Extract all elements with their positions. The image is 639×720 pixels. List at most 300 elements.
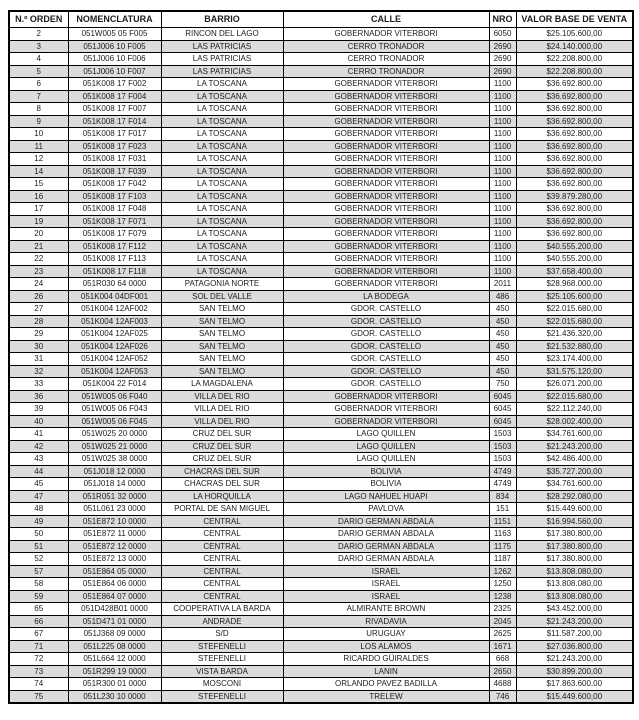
cell-valor: $15.449.600,00 bbox=[516, 503, 633, 516]
cell-orden: 28 bbox=[9, 315, 68, 328]
cell-nomenclatura: 051R299 19 0000 bbox=[68, 665, 161, 678]
cell-nro: 450 bbox=[489, 353, 516, 366]
cell-orden: 41 bbox=[9, 428, 68, 441]
cell-nro: 6045 bbox=[489, 390, 516, 403]
cell-valor: $28.002.400,00 bbox=[516, 415, 633, 428]
cell-orden: 73 bbox=[9, 665, 68, 678]
cell-barrio: SAN TELMO bbox=[161, 328, 283, 341]
cell-nro: 1187 bbox=[489, 553, 516, 566]
cell-nro: 2625 bbox=[489, 628, 516, 641]
table-row bbox=[9, 465, 633, 478]
cell-valor: $31.575.120,00 bbox=[516, 365, 633, 378]
cell-calle: GOBERNADOR VITERBORI bbox=[283, 240, 489, 253]
table-row bbox=[9, 265, 633, 278]
table-row bbox=[9, 415, 633, 428]
table-row bbox=[9, 303, 633, 316]
cell-barrio: CHACRAS DEL SUR bbox=[161, 478, 283, 491]
cell-barrio: COOPERATIVA LA BARDA bbox=[161, 603, 283, 616]
cell-barrio: VILLA DEL RIO bbox=[161, 415, 283, 428]
cell-orden: 75 bbox=[9, 690, 68, 703]
table-row bbox=[9, 290, 633, 303]
table-row bbox=[9, 178, 633, 191]
cell-calle: GOBERNADOR VITERBORI bbox=[283, 203, 489, 216]
column-header-valor: VALOR BASE DE VENTA bbox=[516, 11, 633, 28]
cell-barrio: CHACRAS DEL SUR bbox=[161, 465, 283, 478]
cell-barrio: LA TOSCANA bbox=[161, 240, 283, 253]
table-row bbox=[9, 78, 633, 91]
cell-calle: GOBERNADOR VITERBORI bbox=[283, 390, 489, 403]
cell-calle: GOBERNADOR VITERBORI bbox=[283, 153, 489, 166]
table-row bbox=[9, 203, 633, 216]
cell-nomenclatura: 051E864 07 0000 bbox=[68, 590, 161, 603]
cell-calle: LA BODEGA bbox=[283, 290, 489, 303]
table-row bbox=[9, 165, 633, 178]
cell-nro: 1250 bbox=[489, 578, 516, 591]
cell-orden: 5 bbox=[9, 65, 68, 78]
cell-barrio: ANDRADE bbox=[161, 615, 283, 628]
cell-barrio: CENTRAL bbox=[161, 565, 283, 578]
table-row bbox=[9, 678, 633, 691]
cell-nomenclatura: 051E872 12 0000 bbox=[68, 540, 161, 553]
cell-valor: $13.808.080,00 bbox=[516, 565, 633, 578]
cell-valor: $22.112.240,00 bbox=[516, 403, 633, 416]
cell-valor: $36.692.800,00 bbox=[516, 128, 633, 141]
cell-nomenclatura: 051J006 10 F006 bbox=[68, 53, 161, 66]
cell-orden: 8 bbox=[9, 103, 68, 116]
cell-orden: 32 bbox=[9, 365, 68, 378]
cell-valor: $34.761.600,00 bbox=[516, 428, 633, 441]
cell-valor: $13.808.080,00 bbox=[516, 578, 633, 591]
cell-valor: $21.436.320,00 bbox=[516, 328, 633, 341]
cell-nro: 834 bbox=[489, 490, 516, 503]
cell-calle: DARIO GERMAN ABDALA bbox=[283, 553, 489, 566]
cell-nro: 1100 bbox=[489, 115, 516, 128]
cell-calle: GDOR. CASTELLO bbox=[283, 365, 489, 378]
cell-nomenclatura: 051K004 12AF052 bbox=[68, 353, 161, 366]
cell-calle: GOBERNADOR VITERBORI bbox=[283, 128, 489, 141]
cell-nro: 1503 bbox=[489, 453, 516, 466]
cell-valor: $22.015.680,00 bbox=[516, 315, 633, 328]
cell-calle: GOBERNADOR VITERBORI bbox=[283, 265, 489, 278]
cell-orden: 45 bbox=[9, 478, 68, 491]
cell-barrio: CENTRAL bbox=[161, 540, 283, 553]
table-row bbox=[9, 128, 633, 141]
cell-barrio: CENTRAL bbox=[161, 590, 283, 603]
cell-calle: GOBERNADOR VITERBORI bbox=[283, 115, 489, 128]
cell-orden: 9 bbox=[9, 115, 68, 128]
cell-orden: 43 bbox=[9, 453, 68, 466]
table-row bbox=[9, 540, 633, 553]
cell-valor: $36.692.800,00 bbox=[516, 178, 633, 191]
cell-orden: 29 bbox=[9, 328, 68, 341]
cell-nro: 1100 bbox=[489, 103, 516, 116]
table-row bbox=[9, 278, 633, 291]
cell-nomenclatura: 051E864 06 0000 bbox=[68, 578, 161, 591]
cell-valor: $27.036.800,00 bbox=[516, 640, 633, 653]
cell-orden: 36 bbox=[9, 390, 68, 403]
table-row bbox=[9, 615, 633, 628]
cell-barrio: SAN TELMO bbox=[161, 365, 283, 378]
table-row bbox=[9, 140, 633, 153]
cell-calle: RIVADAVIA bbox=[283, 615, 489, 628]
table-row bbox=[9, 628, 633, 641]
cell-nomenclatura: 051K008 17 F048 bbox=[68, 203, 161, 216]
cell-calle: RICARDO GÜIRALDES bbox=[283, 653, 489, 666]
cell-nro: 1100 bbox=[489, 78, 516, 91]
cell-calle: GOBERNADOR VITERBORI bbox=[283, 228, 489, 241]
cell-valor: $23.174.400,00 bbox=[516, 353, 633, 366]
cell-orden: 4 bbox=[9, 53, 68, 66]
cell-calle: LAGO QUILLEN bbox=[283, 453, 489, 466]
cell-calle: LOS ALAMOS bbox=[283, 640, 489, 653]
cell-valor: $37.658.400,00 bbox=[516, 265, 633, 278]
cell-nro: 450 bbox=[489, 303, 516, 316]
column-header-nro: NRO bbox=[489, 11, 516, 28]
cell-valor: $17.863.600,00 bbox=[516, 678, 633, 691]
table-row bbox=[9, 65, 633, 78]
cell-barrio: LA TOSCANA bbox=[161, 215, 283, 228]
cell-nomenclatura: 051K008 17 F079 bbox=[68, 228, 161, 241]
cell-valor: $21.532.880,00 bbox=[516, 340, 633, 353]
table-row bbox=[9, 103, 633, 116]
cell-nro: 450 bbox=[489, 365, 516, 378]
cell-orden: 66 bbox=[9, 615, 68, 628]
cell-barrio: LAS PATRICIAS bbox=[161, 40, 283, 53]
cell-nomenclatura: 051K008 17 F023 bbox=[68, 140, 161, 153]
cell-nro: 4749 bbox=[489, 478, 516, 491]
cell-valor: $36.692.800,00 bbox=[516, 228, 633, 241]
cell-barrio: CRUZ DEL SUR bbox=[161, 440, 283, 453]
cell-orden: 40 bbox=[9, 415, 68, 428]
table-body bbox=[9, 28, 633, 704]
cell-barrio: LA TOSCANA bbox=[161, 253, 283, 266]
cell-calle: BOLIVIA bbox=[283, 478, 489, 491]
cell-barrio: SAN TELMO bbox=[161, 353, 283, 366]
cell-nro: 750 bbox=[489, 378, 516, 391]
cell-barrio: LA TOSCANA bbox=[161, 165, 283, 178]
cell-nomenclatura: 051D471 01 0000 bbox=[68, 615, 161, 628]
cell-nro: 668 bbox=[489, 653, 516, 666]
auction-lots-table bbox=[8, 10, 634, 704]
cell-nomenclatura: 051J006 10 F007 bbox=[68, 65, 161, 78]
cell-barrio: LA TOSCANA bbox=[161, 78, 283, 91]
cell-nomenclatura: 051K004 12AF025 bbox=[68, 328, 161, 341]
cell-nomenclatura: 051K008 17 F103 bbox=[68, 190, 161, 203]
cell-valor: $39.879.280,00 bbox=[516, 190, 633, 203]
cell-barrio: S/D bbox=[161, 628, 283, 641]
cell-nro: 1100 bbox=[489, 253, 516, 266]
cell-barrio: MOSCONI bbox=[161, 678, 283, 691]
cell-calle: GOBERNADOR VITERBORI bbox=[283, 165, 489, 178]
cell-calle: GOBERNADOR VITERBORI bbox=[283, 78, 489, 91]
cell-barrio: LAS PATRICIAS bbox=[161, 53, 283, 66]
header-row bbox=[9, 11, 633, 28]
table-row bbox=[9, 228, 633, 241]
cell-nomenclatura: 051K008 17 F031 bbox=[68, 153, 161, 166]
table-row bbox=[9, 578, 633, 591]
cell-valor: $11.587.200,00 bbox=[516, 628, 633, 641]
cell-calle: CERRO TRONADOR bbox=[283, 53, 489, 66]
table-row bbox=[9, 565, 633, 578]
cell-barrio: VILLA DEL RIO bbox=[161, 390, 283, 403]
cell-orden: 51 bbox=[9, 540, 68, 553]
cell-valor: $43.452.000,00 bbox=[516, 603, 633, 616]
cell-nomenclatura: 051W005 06 F045 bbox=[68, 415, 161, 428]
cell-barrio: STEFENELLI bbox=[161, 653, 283, 666]
cell-orden: 10 bbox=[9, 128, 68, 141]
cell-orden: 58 bbox=[9, 578, 68, 591]
cell-barrio: CENTRAL bbox=[161, 578, 283, 591]
table-row bbox=[9, 503, 633, 516]
table-row bbox=[9, 328, 633, 341]
cell-valor: $28.292.080,00 bbox=[516, 490, 633, 503]
cell-calle: TRELEW bbox=[283, 690, 489, 703]
cell-nomenclatura: 051L230 10 0000 bbox=[68, 690, 161, 703]
cell-calle: URUGUAY bbox=[283, 628, 489, 641]
cell-orden: 65 bbox=[9, 603, 68, 616]
cell-valor: $42.486.400,00 bbox=[516, 453, 633, 466]
cell-nro: 2011 bbox=[489, 278, 516, 291]
cell-valor: $36.692.800,00 bbox=[516, 78, 633, 91]
cell-orden: 74 bbox=[9, 678, 68, 691]
cell-calle: ISRAEL bbox=[283, 590, 489, 603]
table-row bbox=[9, 428, 633, 441]
cell-valor: $28.968.000,00 bbox=[516, 278, 633, 291]
cell-valor: $24.140.000,00 bbox=[516, 40, 633, 53]
cell-orden: 31 bbox=[9, 353, 68, 366]
cell-nomenclatura: 051K004 12AF002 bbox=[68, 303, 161, 316]
cell-calle: GOBERNADOR VITERBORI bbox=[283, 253, 489, 266]
cell-nro: 1100 bbox=[489, 140, 516, 153]
cell-calle: LANIN bbox=[283, 665, 489, 678]
cell-orden: 30 bbox=[9, 340, 68, 353]
table-row bbox=[9, 253, 633, 266]
table-row bbox=[9, 440, 633, 453]
cell-nro: 1671 bbox=[489, 640, 516, 653]
cell-calle: GDOR. CASTELLO bbox=[283, 378, 489, 391]
table-row bbox=[9, 40, 633, 53]
cell-orden: 52 bbox=[9, 553, 68, 566]
cell-orden: 17 bbox=[9, 203, 68, 216]
table-row bbox=[9, 515, 633, 528]
cell-nomenclatura: 051K008 17 F004 bbox=[68, 90, 161, 103]
cell-orden: 7 bbox=[9, 90, 68, 103]
cell-orden: 6 bbox=[9, 78, 68, 91]
cell-nro: 151 bbox=[489, 503, 516, 516]
cell-valor: $36.692.800,00 bbox=[516, 215, 633, 228]
cell-valor: $17.380.800,00 bbox=[516, 540, 633, 553]
cell-valor: $16.994.560,00 bbox=[516, 515, 633, 528]
column-header-calle: CALLE bbox=[283, 11, 489, 28]
cell-nro: 450 bbox=[489, 340, 516, 353]
cell-nro: 1151 bbox=[489, 515, 516, 528]
cell-valor: $13.808.080,00 bbox=[516, 590, 633, 603]
cell-barrio: CENTRAL bbox=[161, 515, 283, 528]
cell-valor: $36.692.800,00 bbox=[516, 103, 633, 116]
cell-nomenclatura: 051W025 38 0000 bbox=[68, 453, 161, 466]
cell-nro: 2650 bbox=[489, 665, 516, 678]
cell-nro: 1100 bbox=[489, 165, 516, 178]
cell-nomenclatura: 051K008 17 F042 bbox=[68, 178, 161, 191]
cell-nomenclatura: 051K008 17 F017 bbox=[68, 128, 161, 141]
cell-barrio: LA TOSCANA bbox=[161, 103, 283, 116]
table-row bbox=[9, 690, 633, 703]
cell-nro: 2690 bbox=[489, 65, 516, 78]
cell-nomenclatura: 051K008 17 F014 bbox=[68, 115, 161, 128]
cell-nomenclatura: 051J006 10 F005 bbox=[68, 40, 161, 53]
cell-orden: 57 bbox=[9, 565, 68, 578]
cell-orden: 12 bbox=[9, 153, 68, 166]
cell-calle: GOBERNADOR VITERBORI bbox=[283, 415, 489, 428]
table-row bbox=[9, 190, 633, 203]
cell-barrio: LA MAGDALENA bbox=[161, 378, 283, 391]
table-row bbox=[9, 453, 633, 466]
cell-nomenclatura: 051J018 12 0000 bbox=[68, 465, 161, 478]
cell-nro: 1100 bbox=[489, 190, 516, 203]
cell-orden: 72 bbox=[9, 653, 68, 666]
cell-orden: 47 bbox=[9, 490, 68, 503]
cell-orden: 48 bbox=[9, 503, 68, 516]
cell-barrio: LA TOSCANA bbox=[161, 203, 283, 216]
cell-valor: $26.071.200,00 bbox=[516, 378, 633, 391]
cell-nomenclatura: 051K008 17 F007 bbox=[68, 103, 161, 116]
cell-orden: 44 bbox=[9, 465, 68, 478]
cell-calle: LAGO QUILLEN bbox=[283, 428, 489, 441]
cell-nomenclatura: 051K004 22 F014 bbox=[68, 378, 161, 391]
cell-barrio: LA TOSCANA bbox=[161, 153, 283, 166]
cell-calle: GDOR. CASTELLO bbox=[283, 328, 489, 341]
column-header-barrio: BARRIO bbox=[161, 11, 283, 28]
cell-calle: GOBERNADOR VITERBORI bbox=[283, 403, 489, 416]
cell-nro: 486 bbox=[489, 290, 516, 303]
cell-nomenclatura: 051D428B01 0000 bbox=[68, 603, 161, 616]
table-row bbox=[9, 390, 633, 403]
column-header-orden: N.º ORDEN bbox=[9, 11, 68, 28]
cell-barrio: LA TOSCANA bbox=[161, 90, 283, 103]
cell-barrio: LA TOSCANA bbox=[161, 115, 283, 128]
cell-valor: $36.692.800,00 bbox=[516, 165, 633, 178]
cell-barrio: LA TOSCANA bbox=[161, 228, 283, 241]
cell-orden: 27 bbox=[9, 303, 68, 316]
cell-orden: 33 bbox=[9, 378, 68, 391]
cell-orden: 49 bbox=[9, 515, 68, 528]
cell-barrio: LA TOSCANA bbox=[161, 128, 283, 141]
cell-nro: 4688 bbox=[489, 678, 516, 691]
cell-nro: 1163 bbox=[489, 528, 516, 541]
cell-orden: 67 bbox=[9, 628, 68, 641]
cell-valor: $30.899.200,00 bbox=[516, 665, 633, 678]
cell-valor: $22.015.680,00 bbox=[516, 390, 633, 403]
cell-nomenclatura: 051E872 11 0000 bbox=[68, 528, 161, 541]
table-row bbox=[9, 315, 633, 328]
cell-orden: 20 bbox=[9, 228, 68, 241]
cell-barrio: RINCON DEL LAGO bbox=[161, 28, 283, 41]
cell-nro: 1238 bbox=[489, 590, 516, 603]
cell-nro: 1503 bbox=[489, 428, 516, 441]
cell-valor: $34.761.600,00 bbox=[516, 478, 633, 491]
cell-orden: 50 bbox=[9, 528, 68, 541]
cell-nro: 1100 bbox=[489, 265, 516, 278]
cell-orden: 15 bbox=[9, 178, 68, 191]
cell-barrio: LA TOSCANA bbox=[161, 190, 283, 203]
table-row bbox=[9, 653, 633, 666]
cell-nro: 4749 bbox=[489, 465, 516, 478]
cell-valor: $40.555.200,00 bbox=[516, 253, 633, 266]
cell-nomenclatura: 051K008 17 F039 bbox=[68, 165, 161, 178]
cell-nomenclatura: 051W025 21 0000 bbox=[68, 440, 161, 453]
table-row bbox=[9, 365, 633, 378]
cell-valor: $22.208.800,00 bbox=[516, 53, 633, 66]
cell-nomenclatura: 051J018 14 0000 bbox=[68, 478, 161, 491]
cell-nro: 1503 bbox=[489, 440, 516, 453]
cell-orden: 21 bbox=[9, 240, 68, 253]
table-row bbox=[9, 603, 633, 616]
cell-calle: GDOR. CASTELLO bbox=[283, 303, 489, 316]
table-row bbox=[9, 590, 633, 603]
table-row bbox=[9, 240, 633, 253]
table-row bbox=[9, 215, 633, 228]
cell-nro: 6045 bbox=[489, 403, 516, 416]
cell-valor: $25.105.600,00 bbox=[516, 290, 633, 303]
cell-orden: 59 bbox=[9, 590, 68, 603]
cell-nomenclatura: 051L664 12 0000 bbox=[68, 653, 161, 666]
cell-barrio: LA TOSCANA bbox=[161, 178, 283, 191]
table-header bbox=[9, 11, 633, 28]
cell-calle: GOBERNADOR VITERBORI bbox=[283, 140, 489, 153]
cell-nro: 2045 bbox=[489, 615, 516, 628]
cell-barrio: SAN TELMO bbox=[161, 340, 283, 353]
cell-calle: CERRO TRONADOR bbox=[283, 65, 489, 78]
cell-nomenclatura: 051K004 04DF001 bbox=[68, 290, 161, 303]
cell-valor: $15.449.600,00 bbox=[516, 690, 633, 703]
cell-nro: 1175 bbox=[489, 540, 516, 553]
cell-calle: GDOR. CASTELLO bbox=[283, 353, 489, 366]
cell-nomenclatura: 051K004 12AF053 bbox=[68, 365, 161, 378]
column-header-nomenclatura: NOMENCLATURA bbox=[68, 11, 161, 28]
cell-nomenclatura: 051K008 17 F002 bbox=[68, 78, 161, 91]
cell-orden: 42 bbox=[9, 440, 68, 453]
cell-nro: 450 bbox=[489, 315, 516, 328]
table-row bbox=[9, 353, 633, 366]
cell-nro: 1100 bbox=[489, 128, 516, 141]
cell-nro: 2690 bbox=[489, 53, 516, 66]
cell-nomenclatura: 051L061 23 0000 bbox=[68, 503, 161, 516]
cell-orden: 16 bbox=[9, 190, 68, 203]
cell-nomenclatura: 051J368 09 0000 bbox=[68, 628, 161, 641]
cell-calle: GDOR. CASTELLO bbox=[283, 315, 489, 328]
table-row bbox=[9, 115, 633, 128]
cell-barrio: LA HORQUILLA bbox=[161, 490, 283, 503]
table-row bbox=[9, 403, 633, 416]
cell-orden: 22 bbox=[9, 253, 68, 266]
cell-nomenclatura: 051K004 12AF003 bbox=[68, 315, 161, 328]
cell-barrio: LAS PATRICIAS bbox=[161, 65, 283, 78]
cell-valor: $17.380.800,00 bbox=[516, 528, 633, 541]
table-row bbox=[9, 665, 633, 678]
cell-nomenclatura: 051E872 10 0000 bbox=[68, 515, 161, 528]
cell-valor: $36.692.800,00 bbox=[516, 153, 633, 166]
cell-barrio: LA TOSCANA bbox=[161, 265, 283, 278]
cell-orden: 39 bbox=[9, 403, 68, 416]
cell-calle: GOBERNADOR VITERBORI bbox=[283, 103, 489, 116]
cell-nomenclatura: 051K008 17 F071 bbox=[68, 215, 161, 228]
table-row bbox=[9, 378, 633, 391]
cell-nro: 2690 bbox=[489, 40, 516, 53]
cell-calle: GOBERNADOR VITERBORI bbox=[283, 190, 489, 203]
cell-calle: GDOR. CASTELLO bbox=[283, 340, 489, 353]
cell-valor: $36.692.800,00 bbox=[516, 115, 633, 128]
cell-nomenclatura: 051E872 13 0000 bbox=[68, 553, 161, 566]
